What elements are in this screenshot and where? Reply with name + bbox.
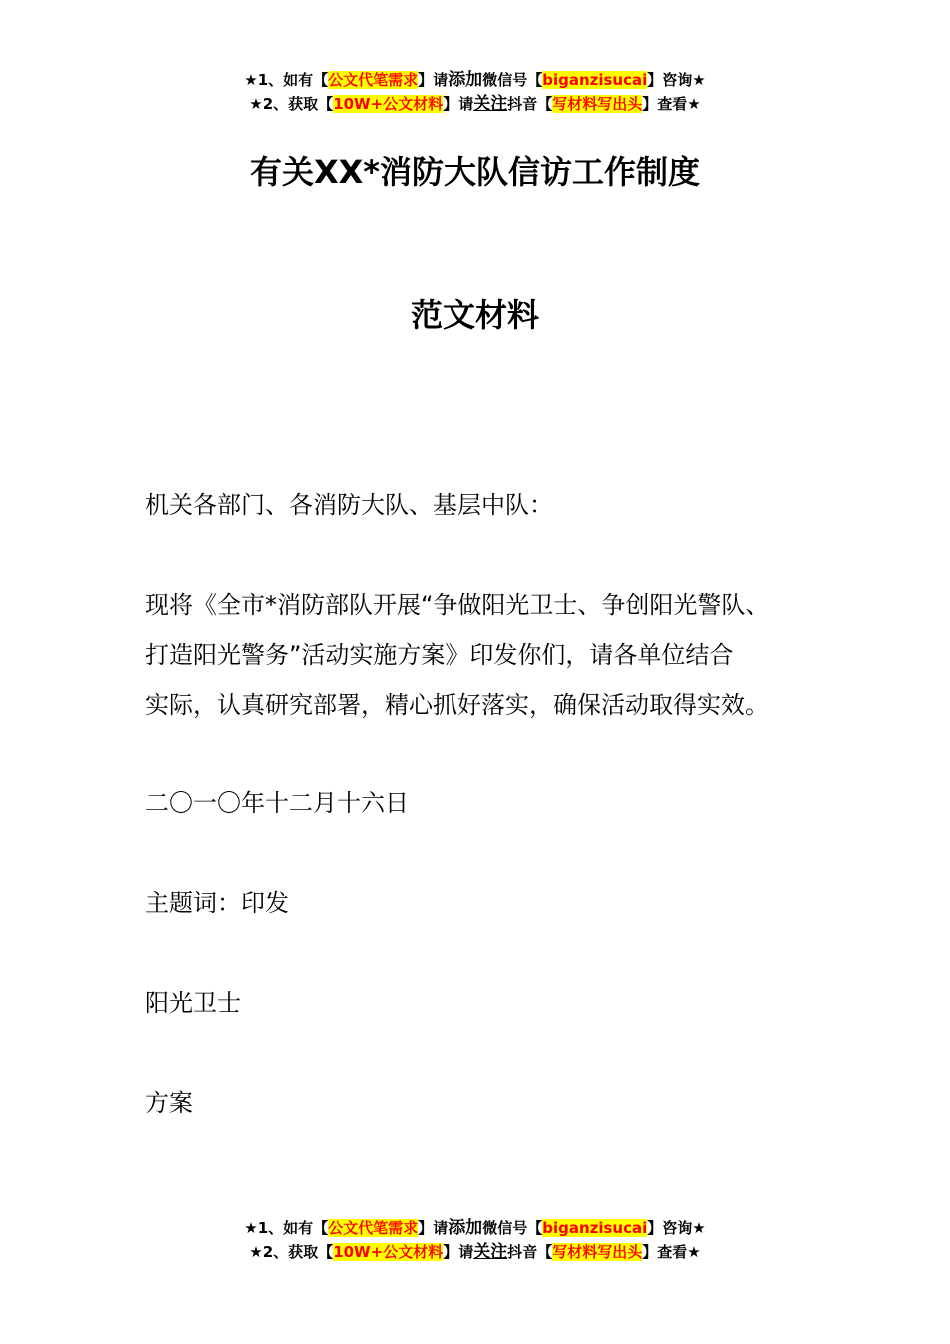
banner-text: 】请 [418, 1219, 449, 1237]
banner-line-2 [0, 1240, 950, 1264]
banner-text: 】查看★ [642, 95, 701, 113]
highlight-douyin-account: 写材料写出头 [552, 1243, 643, 1261]
banner-text: ★2、获取【 [249, 95, 334, 113]
banner-text: 】请 [443, 1243, 474, 1261]
keyword: 方案 [145, 1089, 193, 1117]
highlight-materials: 10W+公文材料 [333, 1243, 444, 1261]
subject-words: 主题词：印发 [145, 889, 289, 917]
document-date: 二〇一〇年十二月十六日 [145, 789, 409, 817]
banner-text: 】请 [443, 95, 474, 113]
document-subtitle: 范文材料 [410, 296, 539, 334]
paragraph-line: 现将《全市*消防部队开展“争做阳光卫士、争创阳光警队、 [145, 591, 770, 619]
banner-text: 】请 [418, 71, 449, 89]
highlight-materials: 10W+公文材料 [333, 95, 444, 113]
keyword: 阳光卫士 [145, 989, 241, 1017]
banner-text: ★1、如有【 [244, 71, 329, 89]
banner-text: 微信号【 [482, 1219, 543, 1237]
highlight-service: 公文代笔需求 [328, 1219, 419, 1237]
banner-emphasis: 关注 [473, 1242, 508, 1262]
document-title: 有关XX*消防大队信访工作制度 [249, 153, 701, 191]
banner-text: 抖音【 [507, 1243, 553, 1261]
banner-line-1 [0, 1216, 950, 1240]
banner-text: 微信号【 [482, 71, 543, 89]
banner-line-1 [0, 68, 950, 92]
banner-text: 抖音【 [507, 95, 553, 113]
banner-text: ★2、获取【 [249, 1243, 334, 1261]
banner-line-2 [0, 92, 950, 116]
highlight-service: 公文代笔需求 [328, 71, 419, 89]
banner-text: ★1、如有【 [244, 1219, 329, 1237]
paragraph-line: 实际，认真研究部署，精心抓好落实，确保活动取得实效。 [145, 691, 769, 719]
paragraph-line: 打造阳光警务”活动实施方案》印发你们，请各单位结合 [145, 641, 734, 669]
salutation: 机关各部门、各消防大队、基层中队： [145, 491, 553, 519]
footer-banner [0, 1216, 950, 1264]
banner-text: 】咨询★ [647, 1219, 706, 1237]
banner-emphasis: 添加 [448, 70, 483, 90]
banner-text: 】查看★ [642, 1243, 701, 1261]
highlight-douyin-account: 写材料写出头 [552, 95, 643, 113]
highlight-wechat-id: biganzisucai [542, 1219, 648, 1237]
header-banner [0, 68, 950, 116]
banner-emphasis: 添加 [448, 1218, 483, 1238]
highlight-wechat-id: biganzisucai [542, 71, 648, 89]
banner-emphasis: 关注 [473, 94, 508, 114]
banner-text: 】咨询★ [647, 71, 706, 89]
